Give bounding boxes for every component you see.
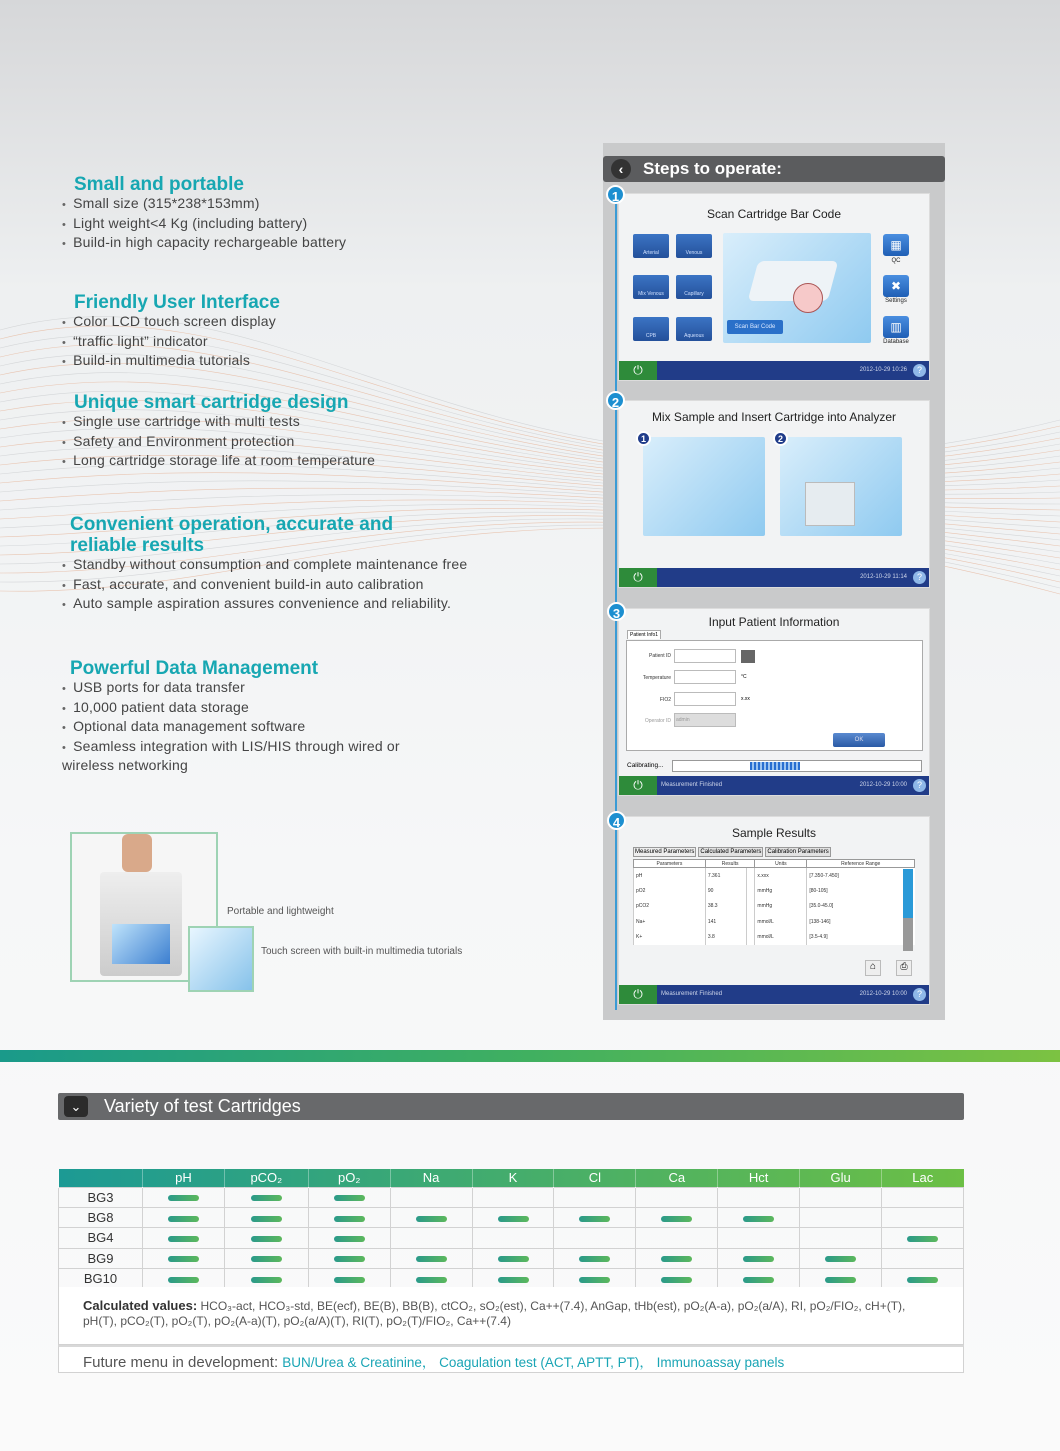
- test-cell: [800, 1269, 882, 1289]
- table-cell: [35.0-45.0]: [807, 899, 915, 915]
- header-row: [59, 1169, 964, 1187]
- screen-title: Sample Results: [731, 826, 817, 840]
- mode-capillary[interactable]: Capillary: [676, 275, 712, 299]
- step-number: 2: [606, 391, 625, 410]
- mode-mix-venous[interactable]: Mix Venous: [633, 275, 669, 299]
- test-cell: [224, 1207, 308, 1227]
- test-cell: [143, 1187, 225, 1207]
- test-cell: [390, 1187, 472, 1207]
- step4-screen: [618, 816, 930, 1005]
- operator-label: Operator ID: [644, 718, 671, 724]
- test-cell: [390, 1269, 472, 1289]
- feature-title: Convenient operation, accurate and reliable results: [70, 514, 394, 556]
- datetime: 2012-10-29 11:14: [860, 574, 907, 580]
- table-row: [634, 930, 915, 946]
- feature-section: [62, 174, 492, 254]
- mix-sample-illustration: [643, 437, 765, 536]
- included-marker: [743, 1277, 774, 1283]
- table-cell: [138-146]: [807, 914, 915, 930]
- barcode-icon[interactable]: [741, 650, 755, 663]
- table-row: [59, 1207, 964, 1227]
- ok-button[interactable]: OK: [833, 733, 885, 747]
- feature-section: [62, 658, 492, 775]
- test-cell: [308, 1228, 390, 1248]
- included-marker: [825, 1277, 856, 1283]
- mode-arterial[interactable]: Arterial: [633, 234, 669, 258]
- results-table: [633, 859, 915, 945]
- datetime: 2012-10-29 10:00: [859, 782, 907, 788]
- feature-list: [62, 556, 492, 615]
- table-row: [634, 883, 915, 899]
- table-cell: mmol/L: [755, 930, 807, 946]
- results-scrollbar[interactable]: [903, 869, 913, 951]
- test-cell: [224, 1269, 308, 1289]
- column-header: K: [472, 1169, 554, 1187]
- feature-item: [62, 433, 492, 453]
- test-cell: [718, 1248, 800, 1268]
- included-marker: [334, 1236, 365, 1242]
- patient-form: [626, 640, 923, 751]
- steps-header: [603, 156, 945, 182]
- operator-input: admin: [674, 713, 736, 727]
- help-icon[interactable]: ?: [913, 779, 926, 792]
- test-cell: [636, 1187, 718, 1207]
- feature-item: [62, 352, 492, 372]
- help-icon[interactable]: ?: [913, 364, 926, 377]
- column-header: Glu: [800, 1169, 882, 1187]
- table-cell: mmol/L: [755, 914, 807, 930]
- table-cell: mmHg: [755, 899, 807, 915]
- feature-list: [62, 195, 492, 254]
- feature-item-text: Build-in high capacity rechargeable battery: [73, 234, 347, 250]
- feature-list: [62, 413, 492, 472]
- timeline-line: [615, 190, 617, 1010]
- patient-id-label: Patient ID: [649, 653, 671, 659]
- included-marker: [416, 1216, 447, 1222]
- screen-title: Scan Cartridge Bar Code: [706, 207, 842, 221]
- included-marker: [168, 1236, 199, 1242]
- feature-item: [62, 556, 492, 576]
- cartridge-name: BG10: [59, 1269, 143, 1289]
- table-cell: pO2: [634, 883, 706, 899]
- touchscreen-photo: [188, 926, 254, 992]
- power-icon[interactable]: ⏻: [619, 568, 657, 587]
- test-cell: [636, 1207, 718, 1227]
- calc-label: Calculated values:: [83, 1298, 198, 1313]
- test-cell: [800, 1187, 882, 1207]
- test-cell: [554, 1207, 636, 1227]
- included-marker: [661, 1216, 692, 1222]
- test-cell: [718, 1207, 800, 1227]
- status-bar: [619, 361, 929, 380]
- table-cell: Na+: [634, 914, 706, 930]
- test-cell: [224, 1187, 308, 1207]
- table-cell: [747, 914, 755, 930]
- test-cell: [800, 1228, 882, 1248]
- sub-step-number: 1: [636, 431, 651, 446]
- test-cell: [308, 1248, 390, 1268]
- test-cell: [554, 1187, 636, 1207]
- test-cell: [224, 1228, 308, 1248]
- mode-cpb[interactable]: CPB: [633, 317, 669, 341]
- future-menu: [58, 1345, 964, 1373]
- scan-bar-code-button[interactable]: Scan Bar Code: [727, 320, 783, 334]
- tab-calibration[interactable]: Calibration Parameters: [767, 849, 829, 855]
- feature-item-text: Light weight<4 Kg (including battery): [73, 214, 308, 231]
- fio2-input[interactable]: [674, 692, 736, 706]
- table-cell: [747, 930, 755, 946]
- test-cell: [800, 1207, 882, 1227]
- steps-title: Steps to operate:: [643, 159, 782, 178]
- datetime: 2012-10-29 10:26: [859, 367, 907, 373]
- test-cell: [308, 1187, 390, 1207]
- test-cell: [308, 1269, 390, 1289]
- power-icon[interactable]: ⏻: [619, 985, 657, 1004]
- progress-fill: [750, 762, 800, 770]
- feature-section: [62, 292, 492, 372]
- step3-screen: [618, 608, 930, 796]
- included-marker: [498, 1256, 529, 1262]
- step-number: 1: [606, 185, 625, 204]
- feature-item-text: 10,000 patient data storage: [73, 698, 249, 715]
- table-cell: [80-105]: [807, 883, 915, 899]
- corner-cell: [59, 1169, 143, 1187]
- test-cell: [472, 1207, 554, 1227]
- column-header: Results: [705, 860, 755, 868]
- cartridge-name: BG9: [59, 1248, 143, 1268]
- status-message: Measurement Finished: [661, 782, 723, 788]
- feature-item: [62, 679, 422, 699]
- cartridges-title: Variety of test Cartridges: [104, 1096, 301, 1116]
- table-cell: 7.361: [705, 868, 747, 884]
- table-row: [634, 899, 915, 915]
- test-cell: [390, 1228, 472, 1248]
- column-header: pO₂: [308, 1169, 390, 1187]
- feature-item-text: Optional data management software: [73, 718, 306, 734]
- feature-item: [62, 595, 492, 615]
- feature-title: Unique smart cartridge design: [74, 392, 349, 413]
- table-cell: 3.8: [705, 930, 747, 946]
- included-marker: [579, 1256, 610, 1262]
- insert-cartridge-illustration: [780, 437, 902, 536]
- included-marker: [168, 1195, 199, 1201]
- feature-section: [62, 514, 492, 615]
- step-number: 3: [607, 602, 626, 621]
- feature-item-text: Single use cartridge with multi tests: [73, 413, 300, 429]
- database-label: Database: [883, 339, 909, 345]
- cartridge-name: BG8: [59, 1207, 143, 1227]
- test-cell: [472, 1228, 554, 1248]
- test-cell: [882, 1248, 964, 1268]
- included-marker: [251, 1195, 282, 1201]
- feature-list: [62, 313, 492, 372]
- tab-measured[interactable]: Measured Parameters: [635, 849, 695, 855]
- feature-item: [62, 215, 492, 235]
- status-bar: [619, 568, 929, 587]
- feature-item-text: Small size (315*238*153mm): [73, 195, 260, 211]
- included-marker: [498, 1216, 529, 1222]
- feature-item: [62, 738, 422, 775]
- table-cell: 90: [705, 883, 747, 899]
- test-cell: [143, 1248, 225, 1268]
- power-icon[interactable]: ⏻: [619, 776, 657, 795]
- future-label: Future menu in development:: [83, 1354, 279, 1371]
- tab-calculated[interactable]: Calculated Parameters: [700, 849, 762, 855]
- included-marker: [907, 1277, 938, 1283]
- status-message: Measurement Finished: [661, 991, 723, 997]
- fio2-label: FIO2: [659, 697, 671, 703]
- test-cell: [472, 1187, 554, 1207]
- feature-item-text: Color LCD touch screen display: [73, 313, 276, 329]
- test-cell: [882, 1269, 964, 1289]
- column-header: pH: [143, 1169, 225, 1187]
- test-cell: [308, 1207, 390, 1227]
- included-marker: [168, 1277, 199, 1283]
- feature-title: Powerful Data Management: [70, 658, 319, 679]
- step-number: 4: [607, 811, 626, 830]
- feature-item: [62, 452, 492, 472]
- included-marker: [168, 1256, 199, 1262]
- cartridges-header: [58, 1093, 964, 1120]
- included-marker: [743, 1216, 774, 1222]
- mode-aqueous[interactable]: Aqueous: [676, 317, 712, 341]
- included-marker: [743, 1256, 774, 1262]
- test-cell: [472, 1269, 554, 1289]
- test-cell: [718, 1187, 800, 1207]
- table-row: [59, 1269, 964, 1289]
- table-row: [634, 868, 915, 884]
- feature-item-text: Fast, accurate, and convenient build-in auto calibration: [73, 575, 424, 592]
- chevron-down-icon[interactable]: ⌄: [64, 1096, 88, 1117]
- help-icon[interactable]: ?: [913, 988, 926, 1001]
- patient-id-input[interactable]: [674, 649, 736, 663]
- feature-title: Small and portable: [74, 174, 244, 195]
- feature-item-text: Standby without consumption and complete maintenance free: [73, 556, 468, 572]
- tab-patient-info[interactable]: Patient Info1: [627, 630, 661, 639]
- help-icon[interactable]: ?: [913, 571, 926, 584]
- included-marker: [334, 1256, 365, 1262]
- table-cell: 38.3: [705, 899, 747, 915]
- future-items: BUN/Urea & Creatinine， Coagulation test (ACT, APTT, PT)， Immunoassay panels: [282, 1355, 785, 1370]
- test-cell: [554, 1269, 636, 1289]
- table-row: [59, 1248, 964, 1268]
- test-cell: [718, 1228, 800, 1248]
- sub-step-number: 2: [773, 431, 788, 446]
- test-cell: [554, 1248, 636, 1268]
- column-header: Parameters: [634, 860, 706, 868]
- included-marker: [579, 1277, 610, 1283]
- feature-item-text: USB ports for data transfer: [73, 679, 245, 695]
- feature-item: [62, 699, 422, 719]
- cartridge-name: BG4: [59, 1228, 143, 1248]
- status-bar: [619, 985, 929, 1004]
- print-icon[interactable]: ⎙: [896, 960, 912, 976]
- feature-section: [62, 392, 492, 472]
- included-marker: [498, 1277, 529, 1283]
- table-cell: [747, 883, 755, 899]
- feature-item: [62, 313, 492, 333]
- calibration-progress: [672, 760, 922, 772]
- test-cell: [882, 1228, 964, 1248]
- table-cell: pCO2: [634, 899, 706, 915]
- test-cell: [224, 1248, 308, 1268]
- included-marker: [334, 1216, 365, 1222]
- feature-item-text: Long cartridge storage life at room temperature: [73, 452, 376, 468]
- home-icon[interactable]: ⌂: [865, 960, 881, 976]
- feature-item: [62, 333, 492, 353]
- included-marker: [334, 1195, 365, 1201]
- table-cell: [3.5-4.9]: [807, 930, 915, 946]
- feature-list: [62, 679, 422, 775]
- test-cell: [390, 1207, 472, 1227]
- included-marker: [416, 1277, 447, 1283]
- test-cell: [800, 1248, 882, 1268]
- power-icon[interactable]: ⏻: [619, 361, 657, 380]
- test-cell: [143, 1207, 225, 1227]
- included-marker: [661, 1256, 692, 1262]
- table-cell: pH: [634, 868, 706, 884]
- step2-screen: [618, 400, 930, 588]
- feature-item-text: Auto sample aspiration assures convenience and reliability.: [73, 595, 452, 611]
- table-row: [59, 1228, 964, 1248]
- feature-item-text: Safety and Environment protection: [73, 432, 295, 449]
- included-marker: [251, 1236, 282, 1242]
- test-cell: [718, 1269, 800, 1289]
- cartridge-table: [58, 1169, 964, 1289]
- column-header: Ca: [636, 1169, 718, 1187]
- chevron-left-icon[interactable]: ‹: [611, 159, 631, 179]
- screen-title: Mix Sample and Insert Cartridge into Analyzer: [651, 410, 897, 424]
- calibrating-label: Calibrating...: [627, 762, 664, 769]
- temperature-input[interactable]: [674, 670, 736, 684]
- table-cell: [747, 868, 755, 884]
- test-cell: [143, 1269, 225, 1289]
- step1-screen: [618, 193, 930, 381]
- table-cell: K+: [634, 930, 706, 946]
- table-cell: x.xxx: [755, 868, 807, 884]
- qc-label: QC: [891, 258, 901, 264]
- photo-caption: Touch screen with built-in multimedia tutorials: [261, 946, 463, 957]
- database-icon[interactable]: ▥: [883, 316, 909, 338]
- mode-venous[interactable]: Venous: [676, 234, 712, 258]
- included-marker: [579, 1216, 610, 1222]
- screen-title: Input Patient Information: [708, 615, 840, 629]
- test-cell: [390, 1248, 472, 1268]
- test-cell: [636, 1228, 718, 1248]
- included-marker: [251, 1216, 282, 1222]
- calc-values-text: HCO₃-act, HCO₃-std, BE(ecf), BE(B), BB(B), ctCO₂, sO₂(est), Ca++(7.4), AnGap, tHb(est), pO₂(A-a), pO₂(a/A), RI, pO₂/FIO₂, cH+(T), pH(T), pCO₂(T), pO₂(T), pO₂(A-a)(T), pO₂(a/A)(T), RI(T), pO₂(T)/FIO₂, Ca++(7.4): [83, 1299, 906, 1328]
- test-cell: [143, 1228, 225, 1248]
- settings-icon[interactable]: ✖: [883, 275, 909, 297]
- column-header: Lac: [882, 1169, 964, 1187]
- test-cell: [882, 1207, 964, 1227]
- cartridge-name: BG3: [59, 1187, 143, 1207]
- test-cell: [636, 1248, 718, 1268]
- feature-title: Friendly User Interface: [74, 292, 280, 313]
- feature-item: [62, 234, 492, 254]
- column-header: pCO₂: [224, 1169, 308, 1187]
- column-header: Hct: [718, 1169, 800, 1187]
- result-tabs: [633, 847, 831, 857]
- included-marker: [168, 1216, 199, 1222]
- feature-item: [62, 195, 492, 215]
- included-marker: [661, 1277, 692, 1283]
- feature-item-text: Seamless integration with LIS/HIS through wired or wireless networking: [62, 737, 400, 773]
- test-cell: [554, 1228, 636, 1248]
- feature-item-text: Build-in multimedia tutorials: [73, 352, 251, 368]
- table-cell: [7.350-7.450]: [807, 868, 915, 884]
- table-cell: 141: [705, 914, 747, 930]
- feature-item: [62, 413, 492, 433]
- calculated-values: [58, 1287, 964, 1345]
- qc-icon[interactable]: ▦: [883, 234, 909, 256]
- feature-item: [62, 718, 422, 738]
- table-cell: [747, 899, 755, 915]
- fio2-unit: x.xx: [741, 696, 750, 702]
- feature-item: [62, 576, 492, 596]
- table-row: [634, 914, 915, 930]
- test-cell: [472, 1248, 554, 1268]
- included-marker: [251, 1277, 282, 1283]
- settings-label: Settings: [885, 298, 907, 304]
- datetime: 2012-10-29 10:00: [859, 991, 907, 997]
- photo-caption: Portable and lightweight: [227, 906, 334, 917]
- column-header: Na: [390, 1169, 472, 1187]
- table-cell: mmHg: [755, 883, 807, 899]
- included-marker: [825, 1256, 856, 1262]
- divider-stripe: [0, 1050, 1060, 1062]
- status-bar: [619, 776, 929, 795]
- column-header: Cl: [554, 1169, 636, 1187]
- column-header: Units: [755, 860, 807, 868]
- included-marker: [251, 1256, 282, 1262]
- included-marker: [334, 1277, 365, 1283]
- temperature-label: Temperature: [642, 675, 671, 681]
- feature-item-text: “traffic light” indicator: [73, 332, 208, 349]
- included-marker: [416, 1256, 447, 1262]
- test-cell: [636, 1269, 718, 1289]
- table-row: [59, 1187, 964, 1207]
- column-header: Reference Range: [807, 860, 915, 868]
- test-cell: [882, 1187, 964, 1207]
- included-marker: [907, 1236, 938, 1242]
- temperature-unit: °C: [741, 674, 747, 680]
